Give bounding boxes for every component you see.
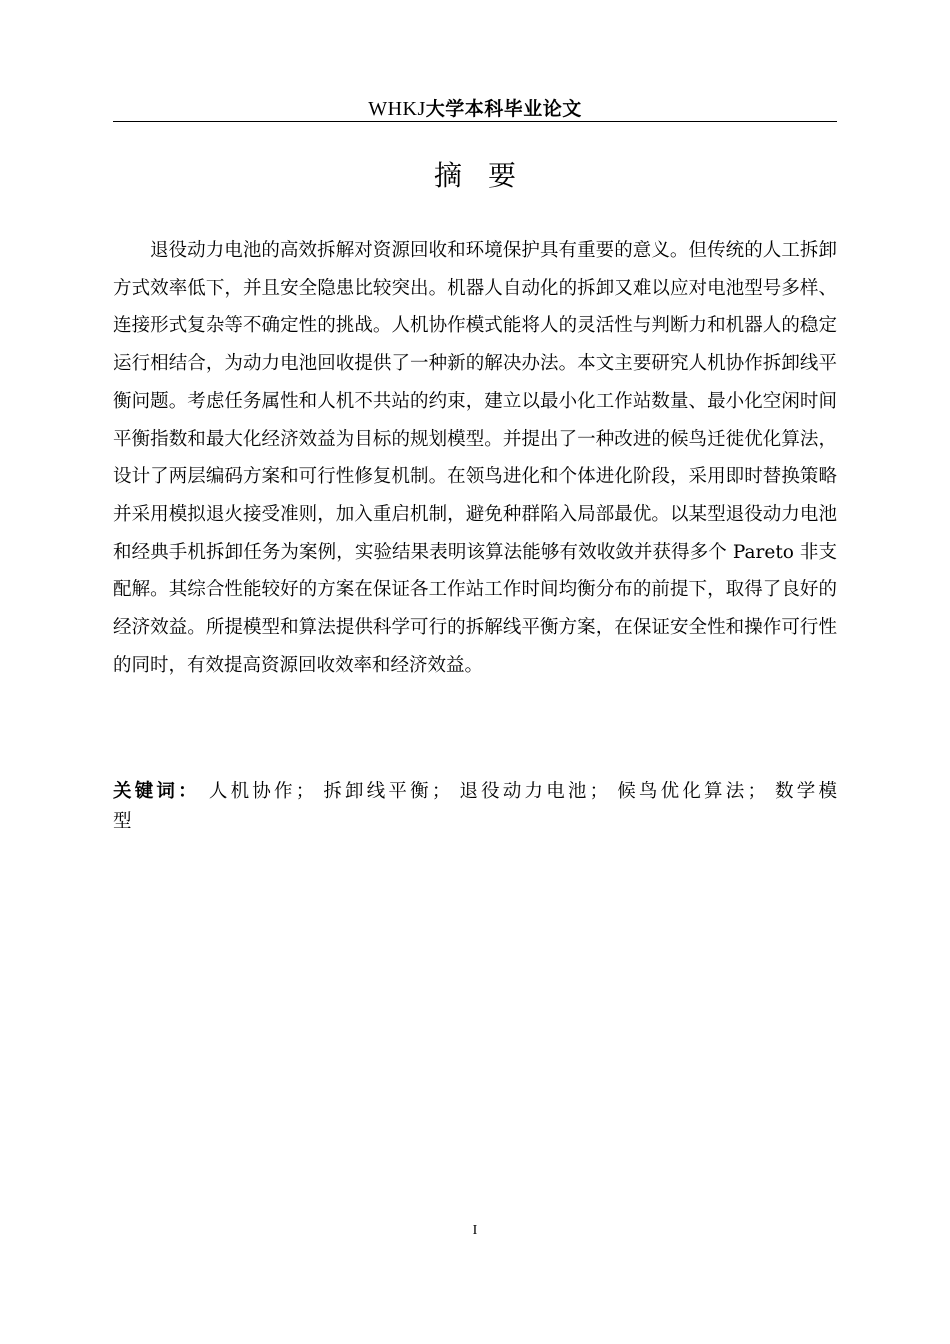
page-number: I	[472, 1223, 478, 1238]
keywords-continuation: 型	[113, 811, 132, 832]
keyword-item: 拆卸线平衡；	[323, 781, 451, 802]
keyword-item: 候鸟优化算法；	[617, 781, 766, 802]
header-rule	[113, 121, 837, 122]
running-header	[113, 95, 837, 122]
keywords-line	[113, 778, 837, 806]
header-thesis-type: 大学本科毕业论文	[425, 98, 582, 120]
keyword-item: 人机协作；	[208, 781, 315, 802]
keyword-item: 数学模	[775, 781, 837, 802]
abstract-title: 摘要	[433, 159, 542, 192]
keyword-item: 退役动力电池；	[459, 781, 609, 802]
header-school-code: WHKJ	[368, 98, 426, 120]
abstract-body: 退役动力电池的高效拆解对资源回收和环境保护具有重要的意义。但传统的人工拆卸方式效率低下，并且安全隐患比较突出。机器人自动化的拆卸又难以应对电池型号多样、连接形式复杂等不确定性的挑战。人机协作模式能将人的灵活性与判断力和机器人的稳定运行相结合，为动力电池回收提供了一种新的解决办法。本文主要研究人机协作拆卸线平衡问题。考虑任务属性和人机不共站的约束，建立以最小化工作站数量、最小化空闲时间平衡指数和最大化经济效益为目标的规划模型。并提出了一种改进的候鸟迁徙优化算法，设计了两层编码方案和可行性修复机制。在领鸟进化和个体进化阶段，采用即时替换策略并采用模拟退火接受准则，加入重启机制，避免种群陷入局部最优。以某型退役动力电池和经典手机拆卸任务为案例，实验结果表明该算法能够有效收敛并获得多个 Pareto 非支配解。其综合性能较好的方案在保证各工作站工作时间均衡分布的前提下，取得了良好的经济效益。所提模型和算法提供科学可行的拆解线平衡方案，在保证安全性和操作可行性的同时，有效提高资源回收效率和经济效益。	[113, 240, 837, 676]
keywords-label: 关键词：	[113, 781, 200, 802]
